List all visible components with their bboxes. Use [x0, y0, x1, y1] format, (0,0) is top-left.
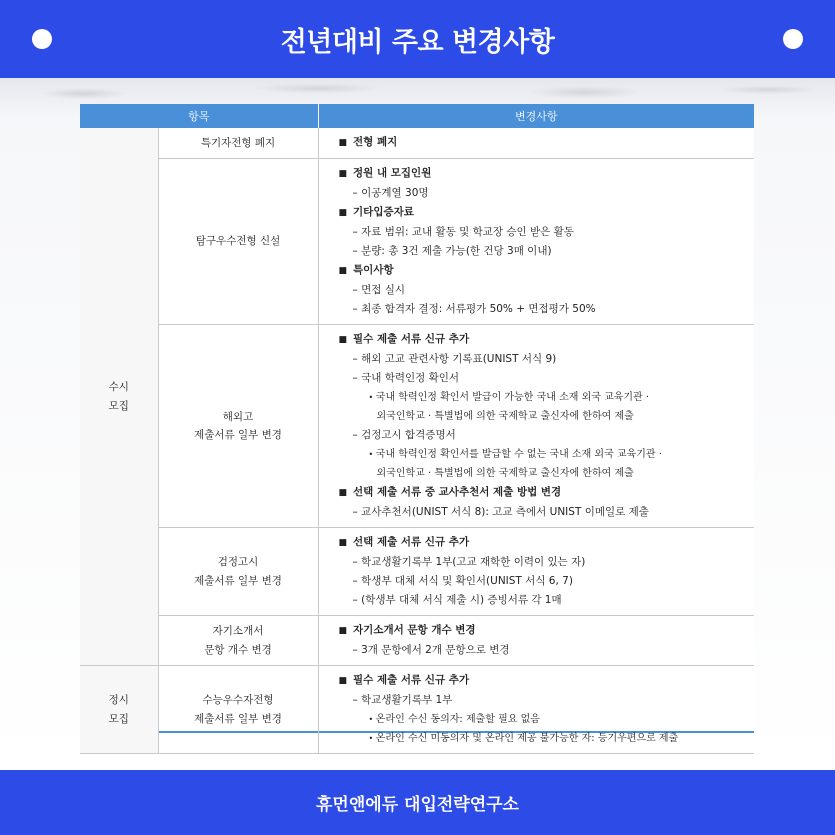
change-cell: [318, 666, 754, 754]
bullet-heading: ■ 정원 내 모집인원: [339, 164, 755, 184]
sub-detail-line: • 온라인 수신 동의자: 제출할 필요 없음: [339, 710, 755, 729]
detail-line: – 분량: 총 3건 제출 가능(한 건당 3매 이내): [339, 242, 755, 261]
detail-line: – 자료 범위: 교내 활동 및 학교장 승인 받은 활동: [339, 223, 755, 242]
bullet-heading: ■ 자기소개서 문항 개수 변경: [339, 621, 755, 641]
footer-label: 휴먼앤에듀 대입전략연구소: [316, 795, 519, 815]
change-cell: [318, 528, 754, 616]
category-label: 수시 모집: [108, 381, 129, 412]
sub-detail-line: 외국인학교 · 특별법에 의한 국제학교 출신자에 한하여 제출: [376, 411, 634, 422]
sub-detail-line: 외국인학교 · 특별법에 의한 국제학교 출신자에 한하여 제출: [376, 468, 634, 479]
bullet-heading: ■ 특이사항: [339, 261, 755, 281]
bullet-heading: ■ 선택 제출 서류 신규 추가: [339, 533, 755, 553]
item-cell: [158, 128, 318, 159]
sub-detail-line: • 온라인 수신 미동의자 및 온라인 제공 불가능한 자: 등기우편으로 제출: [339, 729, 755, 748]
sub-detail-line: • 국내 학력인정 확인서 발급이 가능한 국내 소재 외국 교육기관 ·: [339, 388, 755, 407]
detail-line: – 학생부 대체 서식 및 확인서(UNIST 서식 6, 7): [339, 572, 755, 591]
detail-line: – 최종 합격자 결정: 서류평가 50% + 면접평가 50%: [339, 300, 755, 319]
page-title: 전년대비 주요 변경사항: [280, 26, 555, 58]
table-row: [80, 616, 754, 666]
bullet-heading: ■ 전형 폐지: [339, 133, 755, 153]
header-item: 항목: [80, 104, 318, 128]
change-cell: [318, 128, 754, 159]
table-header-row: [80, 104, 754, 128]
changes-table: [80, 104, 754, 754]
item-label: 해외고 제출서류 일부 변경: [194, 410, 282, 441]
item-label: 수능우수자전형 제출서류 일부 변경: [194, 694, 282, 725]
detail-line: – 교사추천서(UNIST 서식 8): 고교 측에서 UNIST 이메일로 제출: [339, 503, 755, 522]
changes-sheet: [80, 104, 754, 744]
category-jeongsi: [80, 666, 158, 754]
item-cell: [158, 616, 318, 666]
bullet-heading: ■ 필수 제출 서류 신규 추가: [339, 330, 755, 350]
detail-line: – 학교생활기록부 1부: [339, 691, 755, 710]
detail-line: – 이공계열 30명: [339, 184, 755, 203]
bullet-heading: ■ 기타입증자료: [339, 203, 755, 223]
table-row: [80, 159, 754, 325]
item-cell: [158, 325, 318, 528]
torn-paper-edge: [0, 78, 835, 104]
change-cell: [318, 325, 754, 528]
header-change: 변경사항: [318, 104, 754, 128]
sub-detail-line: • 국내 학력인정 확인서를 발급할 수 없는 국내 소재 외국 교육기관 ·: [339, 445, 755, 464]
bullet-heading: ■ 필수 제출 서류 신규 추가: [339, 671, 755, 691]
detail-line: – 학교생활기록부 1부(고교 재학한 이력이 있는 자): [339, 553, 755, 572]
detail-line: – 검정고시 합격증명서: [339, 426, 755, 445]
table-row: [80, 128, 754, 159]
detail-line: – 해외 고교 관련사항 기록표(UNIST 서식 9): [339, 350, 755, 369]
item-cell: [158, 528, 318, 616]
detail-line: – (학생부 대체 서식 제출 시) 증빙서류 각 1매: [339, 591, 755, 610]
item-label: 자기소개서 문항 개수 변경: [204, 625, 272, 656]
table-row: [80, 528, 754, 616]
detail-line: – 3개 문항에서 2개 문항으로 변경: [339, 641, 755, 660]
detail-line: – 국내 학력인정 확인서: [339, 369, 755, 388]
table-row: [80, 666, 754, 754]
item-label: 검정고시 제출서류 일부 변경: [194, 556, 282, 587]
item-cell: [158, 666, 318, 754]
change-cell: [318, 616, 754, 666]
category-label: 정시 모집: [108, 694, 129, 725]
detail-line: – 면접 실시: [339, 281, 755, 300]
title-banner: [0, 0, 835, 78]
footer-banner: [0, 770, 835, 835]
right-dot-decoration: [783, 29, 803, 49]
table-row: [80, 325, 754, 528]
item-label: 특기자전형 폐지: [200, 136, 276, 149]
left-dot-decoration: [32, 29, 52, 49]
bullet-heading: ■ 선택 제출 서류 중 교사추천서 제출 방법 변경: [339, 483, 755, 503]
item-cell: [158, 159, 318, 325]
category-susi: [80, 128, 158, 666]
item-label: 탐구우수전형 신설: [195, 235, 281, 248]
change-cell: [318, 159, 754, 325]
